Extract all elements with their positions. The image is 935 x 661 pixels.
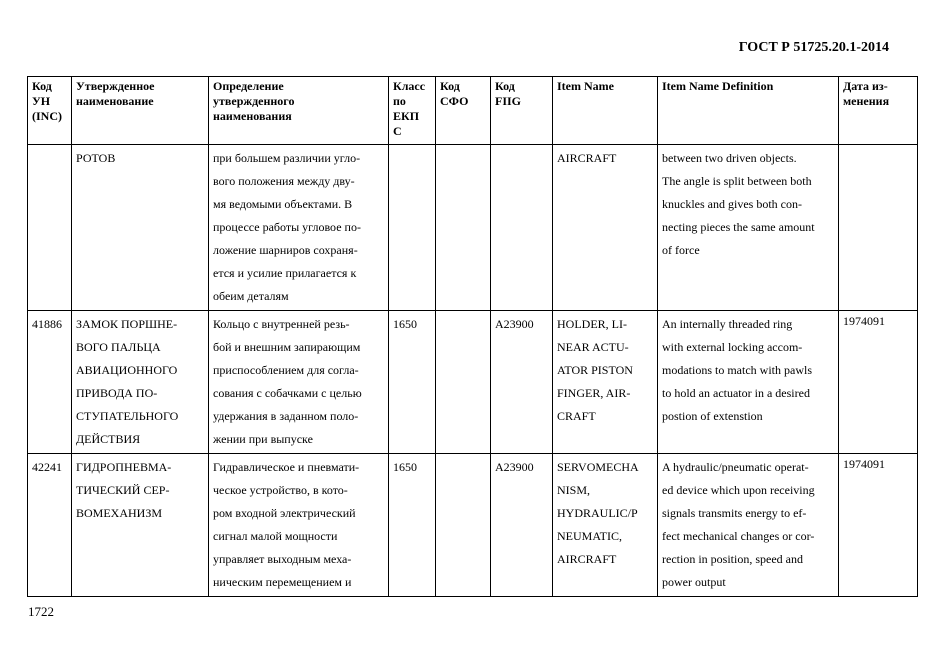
header-text: по [393,94,406,108]
cell-line: ГИДРОПНЕВМА- [76,460,172,474]
cell-approved-name [72,454,209,597]
cell-line: AIRCRAFT [557,151,617,165]
standard-header: ГОСТ Р 51725.20.1-2014 [738,40,889,55]
cell-item-name-definition [658,454,839,597]
cell-line: NISM, [557,483,591,497]
cell-line: An internally threaded ring [662,317,793,331]
cell-definition [209,454,389,597]
cell-line: HYDRAULIC/P [557,506,638,520]
header-text: УН [32,94,51,108]
cell-class [389,145,436,311]
cell-code [28,145,72,311]
cell-line: АВИАЦИОННОГО [76,363,178,377]
cell-fiig [491,145,553,311]
cell-line: Гидравлическое и пневмати- [213,460,360,474]
cell-line: ВОМЕХАНИЗМ [76,506,163,520]
cell-line: ATOR PISTON [557,363,633,377]
col-header-code [28,77,72,145]
cell-line: necting pieces the same amount [662,220,815,234]
header-text: Утвержденное [76,79,155,93]
cell-item-name-definition [658,311,839,454]
cell-line: ТИЧЕСКИЙ СЕР- [76,483,170,497]
table-header-row [28,77,918,145]
header-text: Определение [213,79,284,93]
cell-line: modations to match with pawls [662,363,812,377]
col-header-fiig [491,77,553,145]
table-row [28,311,918,454]
cell-definition [209,145,389,311]
col-header-sfo [436,77,491,145]
cell-line: ed device which upon receiving [662,483,815,497]
cell-change-date: 1974091 [839,311,918,454]
cell-line: удержания в заданном поло- [213,409,359,423]
cell-line: A hydraulic/pneumatic operat- [662,460,809,474]
cell-line: бой и внешним запирающим [213,340,361,354]
header-text: FIIG [495,94,522,108]
cell-line: ВОГО ПАЛЬЦА [76,340,161,354]
cell-line: сования с собачками с целью [213,386,362,400]
cell-line: процессе работы угловое по- [213,220,361,234]
cell-class: 1650 [389,311,436,454]
header-text: Класс [393,79,426,93]
cell-line: РОТОВ [76,151,116,165]
cell-line: SERVOMECHA [557,460,639,474]
cell-line: жении при выпуске [213,432,313,446]
cell-definition [209,311,389,454]
cell-change-date: 1974091 [839,454,918,597]
header-text: наименования [213,109,292,123]
header-text: С [393,124,402,138]
cell-code: 42241 [28,454,72,597]
cell-line: управляет выходным меха- [213,552,352,566]
cell-change-date [839,145,918,311]
table-row [28,454,918,597]
header-text: Дата из- [843,79,888,93]
page-number: 1722 [28,604,54,619]
table-body [28,145,918,597]
header-text: наименование [76,94,154,108]
cell-approved-name [72,311,209,454]
cell-item-name-definition [658,145,839,311]
cell-line: with external locking accom- [662,340,803,354]
cell-line: СТУПАТЕЛЬНОГО [76,409,179,423]
cell-line: ложение шарниров сохраня- [213,243,358,257]
header-text: Item Name [557,79,614,93]
inc-table [27,76,918,597]
col-header-change-date [839,77,918,145]
col-header-item-name-definition [658,77,839,145]
cell-line: мя ведомыми объектами. В [213,197,353,211]
cell-line: ЗАМОК ПОРШНЕ- [76,317,178,331]
cell-item-name [553,454,658,597]
cell-sfo [436,145,491,311]
cell-class: 1650 [389,454,436,597]
cell-line: ром входной электрический [213,506,356,520]
cell-line: Кольцо с внутренней резь- [213,317,350,331]
cell-approved-name [72,145,209,311]
header-text: Код [495,79,515,93]
cell-code: 41886 [28,311,72,454]
cell-line: AIRCRAFT [557,552,617,566]
cell-line: fect mechanical changes or cor- [662,529,815,543]
header-text: Код [440,79,460,93]
cell-line: HOLDER, LI- [557,317,627,331]
cell-sfo [436,311,491,454]
cell-line: при большем различии угло- [213,151,361,165]
header-text: утвержденного [213,94,295,108]
cell-line: ется и усилие прилагается к [213,266,357,280]
header-text: ЕКП [393,109,420,123]
col-header-class [389,77,436,145]
cell-line: сигнал малой мощности [213,529,338,543]
cell-line: ческое устройство, в кото- [213,483,348,497]
header-text: Item Name Definition [662,79,774,93]
cell-line: ПРИВОДА ПО- [76,386,158,400]
cell-fiig: A23900 [491,311,553,454]
cell-line: signals transmits energy to ef- [662,506,807,520]
cell-line: The angle is split between both [662,174,812,188]
cell-line: postion of extenstion [662,409,763,423]
header-text: (INC) [32,109,62,123]
cell-line: ническим перемещением и [213,575,352,589]
table-row [28,145,918,311]
cell-line: rection in position, speed and [662,552,803,566]
cell-item-name [553,311,658,454]
cell-line: between two driven objects. [662,151,797,165]
cell-line: power output [662,575,726,589]
cell-line: CRAFT [557,409,596,423]
cell-line: FINGER, AIR- [557,386,631,400]
cell-line: приспособлением для согла- [213,363,359,377]
col-header-item-name [553,77,658,145]
cell-line: knuckles and gives both con- [662,197,802,211]
cell-fiig: A23900 [491,454,553,597]
cell-line: NEAR ACTU- [557,340,629,354]
header-text: СФО [440,94,469,108]
header-text: менения [843,94,890,108]
cell-item-name [553,145,658,311]
cell-line: ДЕЙСТВИЯ [76,432,141,446]
cell-sfo [436,454,491,597]
col-header-definition [209,77,389,145]
header-text: Код [32,79,52,93]
col-header-approved-name [72,77,209,145]
cell-line: of force [662,243,700,257]
cell-line: вого положения между дву- [213,174,355,188]
cell-line: NEUMATIC, [557,529,622,543]
cell-line: обеим деталям [213,289,289,303]
cell-line: to hold an actuator in a desired [662,386,810,400]
